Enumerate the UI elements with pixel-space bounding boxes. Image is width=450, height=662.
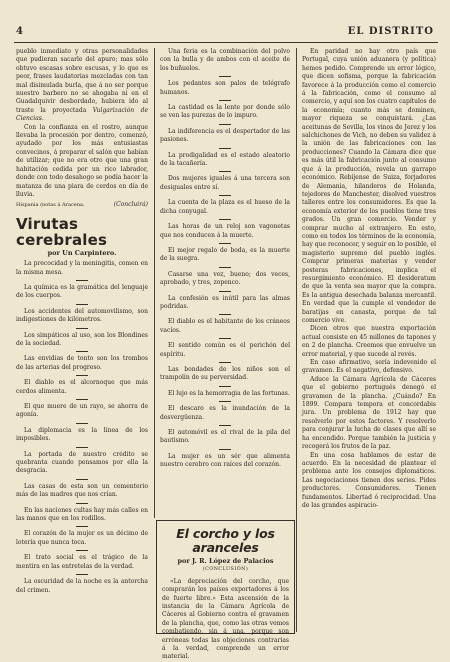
virutas-byline: por Un Carpintero. xyxy=(47,248,117,257)
aphorism: El sentido común es el perichón del espíritu. xyxy=(160,342,290,358)
aphorism-separator xyxy=(76,503,88,504)
aphorism-separator xyxy=(219,425,231,426)
aphorism: La indiferencia es el despertador de las pasiones. xyxy=(160,127,290,144)
aphorism: La cuenta de la plaza es el hueso de la dicha conyugal. xyxy=(160,199,290,215)
aphorism: El trato social es el trágico de la mentira en las entretelas de la verdad. xyxy=(16,554,148,570)
aphorism: La portada de nuestro crédito se quebranta cuando pensamos por ella la desgracia. xyxy=(16,450,148,475)
aphorism-separator xyxy=(219,449,231,450)
aphorism: Las bondades de los niños son el trampolín de su perversidad. xyxy=(160,365,290,382)
paragraph: pueblo inmediato y otras personalidades que pudieran sacarle del apuro; mas sólo obtuvo escasas sobre escusas, y lo que es peor, frases laudatorias mezcladas con tan mal disimulada burla, que á no ser porque nuestro barbero no se ahogaba ni en el Guadalquivir desbordado, hubiera ido al traste la proyectada Vulgarización de Ciencias. xyxy=(16,48,148,123)
column-2 xyxy=(160,48,290,470)
aphorism-separator xyxy=(219,148,231,149)
aphorism-separator xyxy=(219,267,231,268)
aphorism-separator xyxy=(219,195,231,196)
aphorism-separator xyxy=(76,280,88,281)
aphorism-separator xyxy=(76,574,88,575)
aphorism: La diplomacia es la línea de los imposibles. xyxy=(16,426,148,443)
column-3 xyxy=(302,48,436,510)
aphorism: El mejor regalo de boda, es la muerte de la suegra. xyxy=(160,246,290,263)
aphorism-separator xyxy=(76,328,88,329)
aphorism-separator xyxy=(219,243,231,244)
conclusion-label: (CONCLUSIÓN) xyxy=(202,567,249,573)
paragraph: Dicen otros que nuestra exportación actual consiste en 45 millones de tapones y en 2 de plancha. Creemos que envuelve un error material, y que sucede al revés. xyxy=(302,325,436,358)
aphorism: El diablo es el habitante de los cráneos vacíos. xyxy=(160,318,290,334)
aphorism: Casarse una vez, bueno; dos veces, aprobado, y tres, zopenco. xyxy=(160,270,290,287)
aphorism-separator xyxy=(76,399,88,400)
aphorism-separator xyxy=(219,291,231,292)
concluira-note: (Concluirá) xyxy=(113,201,148,209)
corcho-text: «La depreciación del corcho, que comprarán los países exportadores á los de fuerte libre.» Esta ascensión de la instancia de la Cámara Agrícola de Cáceres al Gobierno contra el gravamen de la plancha, que, como las otras vemos combatiendo, sin á una, porque son erróneas todas las objeciones contrarias á la verdad, comprende un error material. xyxy=(162,577,289,661)
aphorism: La mujer es un sér que alimenta nuestro cerebro con raíces del corazón. xyxy=(160,452,290,469)
italic-phrase: Vulgarización de Ciencias. xyxy=(16,106,148,123)
aphorism: En las naciones cultas hay más calles en las manos que en los rodillos. xyxy=(16,506,148,523)
aphorism: La precocidad y la meningitis, comen en la misma mesa. xyxy=(16,260,148,276)
virutas-title: Virutas cerebrales xyxy=(16,214,108,249)
aphorism-separator xyxy=(219,100,231,101)
aphorism: Los accidentes del automovilismo, son indigestiones de kilómetros. xyxy=(16,307,148,324)
aphorism: El automóvil es el rival de la pila del bautismo. xyxy=(160,429,290,445)
aphorism: Los simpáticos al uso, son los Blondines de la sociedad. xyxy=(16,331,148,347)
aphorism: El que muere de un rayo, se ahorra de agonía. xyxy=(16,403,148,419)
aphorism-separator xyxy=(76,526,88,527)
aphorism: El lujo es la hemorragia de las fortunas. xyxy=(168,389,290,397)
aphorism-separator xyxy=(219,171,231,172)
aphorism: Las casas de esta son un cementerio más de las madres que nos crían. xyxy=(16,482,148,499)
virutas-aphorisms xyxy=(16,260,148,595)
aphorism-separator xyxy=(219,386,231,387)
aphorism: La confesión es inútil para las almas podridas. xyxy=(160,294,290,310)
aphorism: La prodigalidad es el estado aleatorio de la tacañería. xyxy=(160,151,290,168)
aphorism: Las envidias de tonto son los trombos de las arterias del progreso. xyxy=(16,355,148,371)
paragraph: En una cosa hablamos de estar de acuerdo. En la necesidad de plantear el problema ante los consejos diplomáticos. Las negociaciones tienen dos series. Pides productores. Consumidores. Tienen fundamentos. Libertad ó reciprocidad. Una de las grandes aspiracio- xyxy=(302,451,436,509)
aphorism-separator xyxy=(76,375,88,376)
aphorism-separator xyxy=(76,447,88,448)
aphorism: Los pedantes son palos de telégrafo humanos. xyxy=(160,80,290,96)
paragraph: En caso afirmativo, sería indevenido el gravamen. Es el negativo, defensivo. xyxy=(302,359,436,375)
page-header xyxy=(14,28,438,43)
corcho-byline: por J. R. López de Palacios xyxy=(177,557,274,565)
aphorism-separator xyxy=(76,351,88,352)
paragraph: Con la confianza en el rostro, aunque llevaba la procesión por dentro, comenzó, ayudado por los más entusiastas convecinos, á preparar el salón que habían de utilizar; que no era otro que una gran habitación cedida por un rico labrador, donde con todo desahogo se podía hacer la matanza de una piara de cerdos en día de lluvia. xyxy=(16,123,148,198)
corcho-title: El corcho y los aranceles xyxy=(176,526,275,555)
aphorism-separator xyxy=(76,423,88,424)
aphorism-separator xyxy=(76,304,88,305)
aphorism: La castidad es la lente por donde sólo se ven las purezas de lo impuro. xyxy=(160,104,290,120)
aphorism: Dos mujeres iguales á una tercera son desiguales entre sí. xyxy=(160,175,290,191)
aphorism-separator xyxy=(76,479,88,480)
paragraph: En paridad no hay otro país que Portugal, cuya unión aduanera (y política) hemos pedido. Comprende un error lógico, que dicen sofisma, porque la fabricación favorece á la producción como el comercio á la fabricación, como el consumo al comercio, y aquí son los cuatro capítulos de la economía; cuanto más se dominen, mayor riqueza se conquistará. ¿Las aceitunas de Sevilla, los vinos de Jerez y los salchichones de Vich, no deben su validez á la unión de las fabricaciones con las producciones? Cuando la Cámara dice que es más útil la fabricación junto al consumo que á la producción, revela un garrapo económico. Rebíjense de Suiza, forjadores de Alemania, hilanderos de Holanda, tejedores de Manchester, disolved vuestros talleres entre los consumidores. Es que la economía exterior de los pueblos tiene tres grados. Un gran comercio. Vender y comprar mucho al extranjero. En esto, como en todos los términos de la economía, hay que reconocer, y seguir en lo posible, el magisterio supremo del pueblo inglés. Comprar primeras materias y vender posteras fabricaciones, implica el resurgimiento económico. El desideratum de que la venta sea mayor que la compra. Es la antigua desechada balanza mercantil. En verdad que la cumple el vendedor de baratijas en canasta, porque de tal comercio vive. xyxy=(302,48,436,324)
newspaper-name: EL DISTRITO xyxy=(347,26,434,37)
aphorism: Una feria es la combinación del polvo con la bulla y de ambos con el aceite de los buñuelos. xyxy=(160,48,290,72)
column-rule-right xyxy=(296,48,297,632)
aphorism: Las horas de un reloj son vagonetas que nos conducen á la muerte. xyxy=(160,223,290,239)
page-number: 4 xyxy=(16,26,23,37)
aphorism: La química es la gramática del lenguaje de los cuerpos. xyxy=(16,283,148,300)
aphorism-separator xyxy=(219,124,231,125)
footnote-row xyxy=(16,201,148,209)
aphorism: El descaro es la inundación de la desvergüenza. xyxy=(160,405,290,421)
aphorism: El diablo es el alcornoque que más cerdos alimenta. xyxy=(16,379,148,395)
footnote: Hispania (notas á Aracena. xyxy=(16,202,85,209)
aphorism-separator xyxy=(219,401,231,402)
aphorism-separator xyxy=(219,76,231,77)
corcho-article-box xyxy=(156,520,295,661)
column-2-aphorisms xyxy=(160,48,290,470)
aphorism: El corazón de la mujer es un décimo de lotería que nunca toca. xyxy=(16,530,148,546)
column-1 xyxy=(16,48,148,595)
paragraph: Aduce la Cámara Agrícola de Cáceres que el gobierno portugués denegó el gravamen de la plancha. ¿Cuándo? En 1899. Compara tempora et concordabis jura. Un problema de 1912 hay que resolverlo por estos factores. Y resolverlo para conjurar la lucha de clases que allí se ha encendido. Porque también la justicia y recogerá los frutos de la paz. xyxy=(302,375,436,451)
aphorism-separator xyxy=(219,362,231,363)
aphorism-separator xyxy=(219,219,231,220)
column-rule-left xyxy=(154,48,155,518)
aphorism-separator xyxy=(219,338,231,339)
aphorism-separator xyxy=(219,314,231,315)
aphorism-separator xyxy=(76,550,88,551)
aphorism: La oscuridad de la noche es la antorcha del crimen. xyxy=(16,578,148,594)
